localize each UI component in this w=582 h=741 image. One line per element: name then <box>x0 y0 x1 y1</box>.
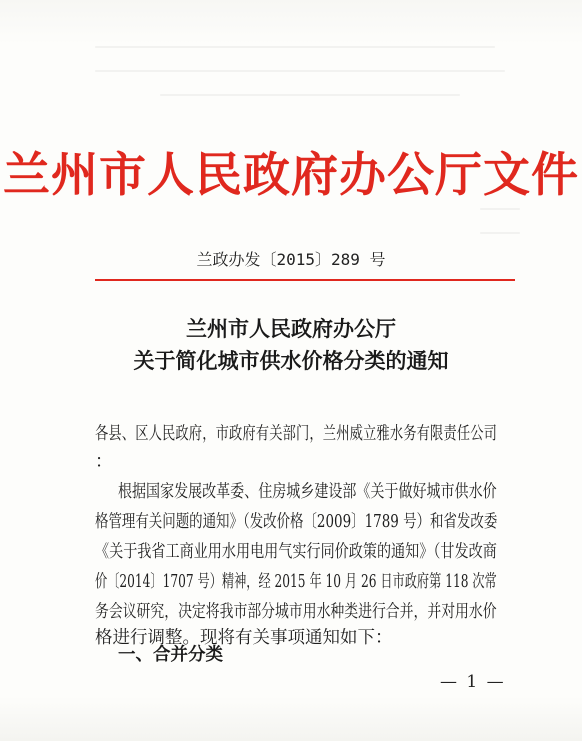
page-number: — 1 — <box>440 672 506 692</box>
paragraph-line: 格进行调整。现将有关事项通知如下： <box>95 628 393 648</box>
bleed-through-mark <box>95 46 495 48</box>
bleed-through-mark <box>160 94 460 96</box>
paragraph-line: 价〔2014〕1707 号）精神，经 2015 年 10 月 26 日市政府第 118 次常 <box>95 572 497 592</box>
paragraph-line: 务会议研究，决定将我市部分城市用水种类进行合并，并对用水价 <box>95 602 497 622</box>
notice-title-line-2: 关于简化城市供水价格分类的通知 <box>133 349 449 373</box>
bleed-through-mark <box>480 208 520 210</box>
notice-title-line-1: 兰州市人民政府办公厅 <box>186 317 396 341</box>
recipients-line: 各县、区人民政府，市政府有关部门，兰州威立雅水务有限责任公司 <box>95 424 498 444</box>
document-header-title: 兰州市人民政府办公厅文件 <box>3 148 579 203</box>
bleed-through-mark <box>480 232 520 234</box>
paragraph-line: 《关于我省工商业用水用电用气实行同价政策的通知》（甘发改商 <box>95 542 497 562</box>
document-number: 兰政办发〔2015〕289 号 <box>196 250 386 269</box>
red-divider-line <box>95 279 515 281</box>
paragraph-line: 格管理有关问题的通知》（发改价格〔2009〕1789 号）和省发改委 <box>95 512 498 532</box>
bleed-through-mark <box>95 70 505 72</box>
recipients-line-continuation: ： <box>95 452 113 472</box>
paragraph-line: 根据国家发展改革委、住房城乡建设部《关于做好城市供水价 <box>118 482 497 502</box>
section-heading: 一、合并分类 <box>118 645 223 665</box>
